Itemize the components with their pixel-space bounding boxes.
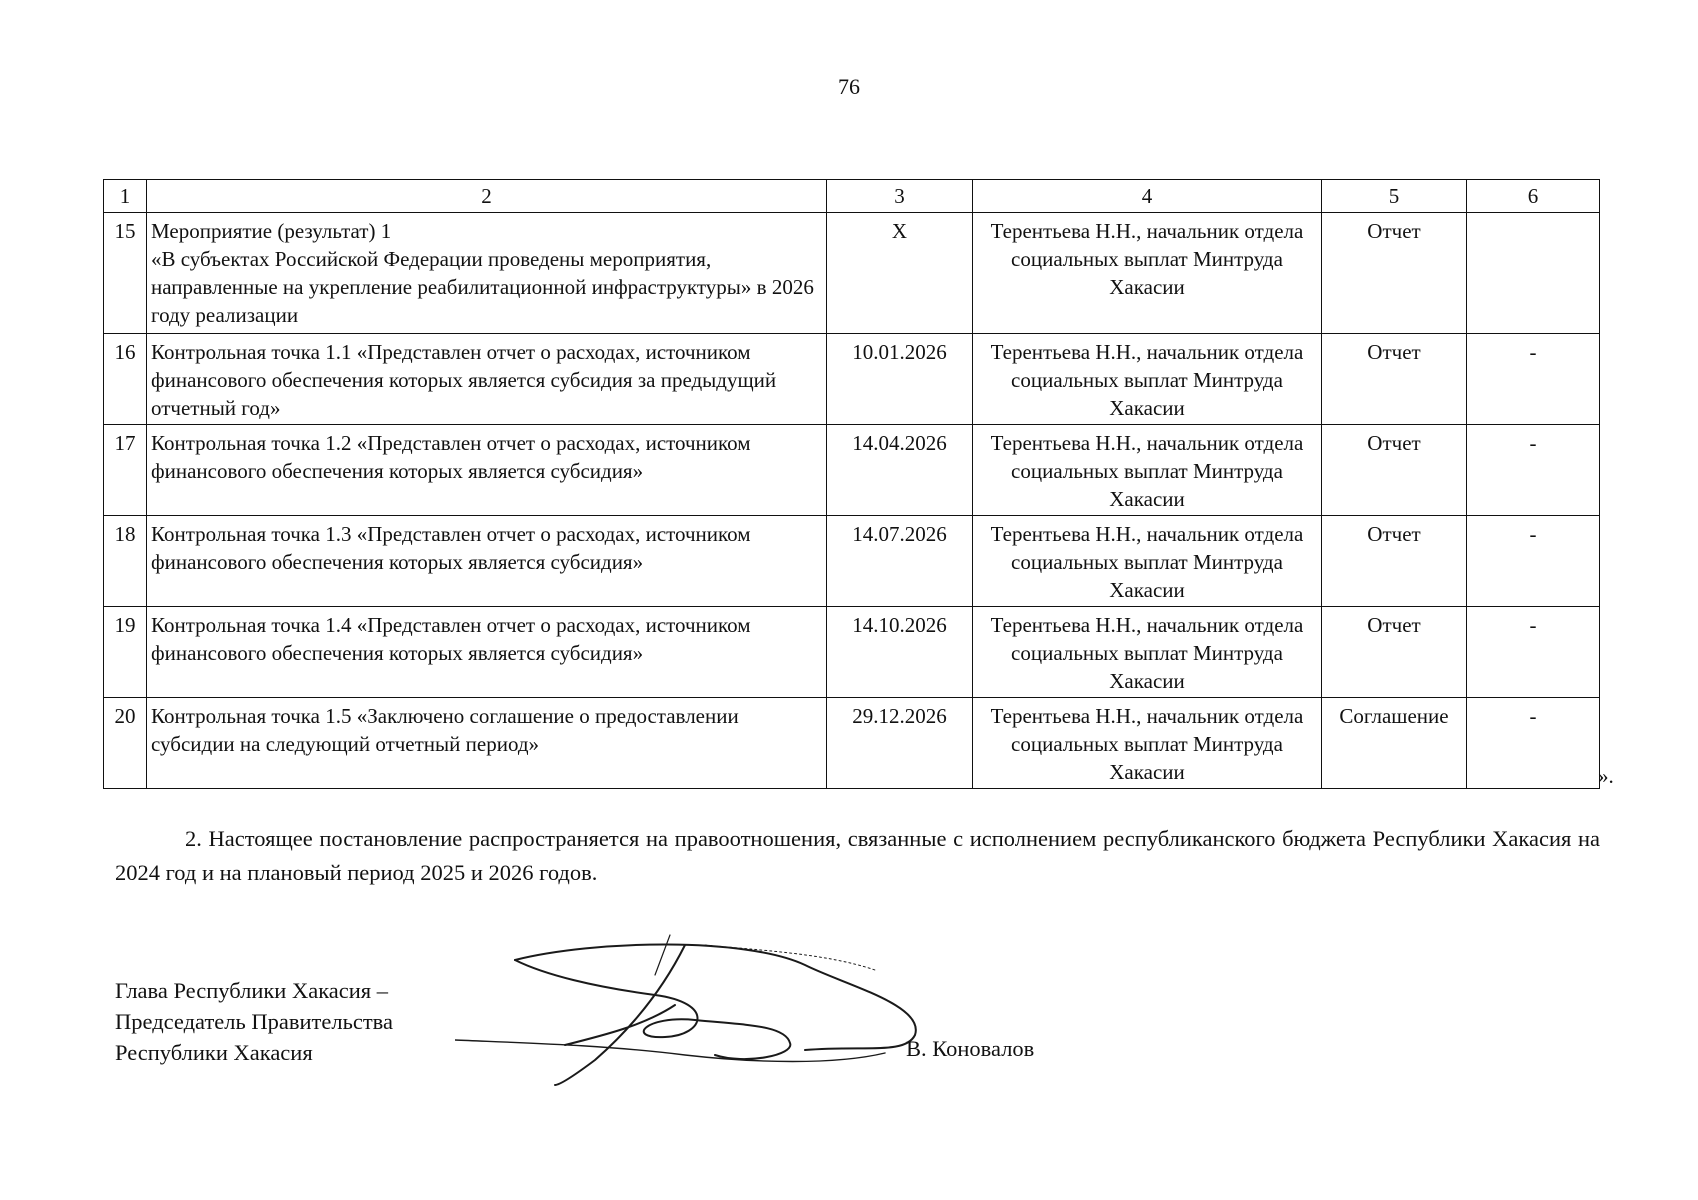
table-row [104,698,1600,789]
row-col6: - [1467,698,1600,789]
plan-table [103,179,1600,789]
row-col6: - [1467,425,1600,516]
row-document: Отчет [1322,213,1467,334]
row-description: Контрольная точка 1.2 «Представлен отчет о расходах, источником финансового обеспечения которых является субсидия» [147,425,827,516]
row-date: 29.12.2026 [827,698,973,789]
row-document: Соглашение [1322,698,1467,789]
header-cell: 5 [1322,180,1467,213]
row-responsible: Терентьева Н.Н., начальник отдела социальных выплат Минтруда Хакасии [973,425,1322,516]
row-responsible: Терентьева Н.Н., начальник отдела социальных выплат Минтруда Хакасии [973,607,1322,698]
closing-quote: ». [1598,764,1614,788]
row-date: 14.10.2026 [827,607,973,698]
row-document: Отчет [1322,607,1467,698]
signatory-title-line: Председатель Правительства [115,1009,393,1034]
body-paragraph: 2. Настоящее постановление распространяется на правоотношения, связанные с исполнением республиканского бюджета Республики Хакасия на 2024 год и на плановый период 2025 и 2026 годов. [115,826,1600,885]
signatory-name: В. Коновалов [906,1036,1035,1061]
row-number: 16 [104,334,147,425]
row-col6: - [1467,334,1600,425]
signatory-title-line: Республики Хакасия [115,1040,313,1065]
row-responsible: Терентьева Н.Н., начальник отдела социальных выплат Минтруда Хакасии [973,213,1322,334]
page-number: 76 [838,74,860,99]
header-cell: 4 [973,180,1322,213]
row-date: X [827,213,973,334]
row-description: Мероприятие (результат) 1 «В субъектах Российской Федерации проведены мероприятия, направленные на укрепление реабилитационной инфраструктуры» в 2026 году реализации [147,213,827,334]
row-number: 20 [104,698,147,789]
row-col6 [1467,213,1600,334]
signatory-title-line: Глава Республики Хакасия – [115,978,389,1003]
row-document: Отчет [1322,425,1467,516]
row-col6: - [1467,607,1600,698]
row-description: Контрольная точка 1.1 «Представлен отчет о расходах, источником финансового обеспечения которых является субсидия за предыдущий отчетный год» [147,334,827,425]
row-col6: - [1467,516,1600,607]
row-date: 14.07.2026 [827,516,973,607]
row-description: Контрольная точка 1.3 «Представлен отчет о расходах, источником финансового обеспечения которых является субсидия» [147,516,827,607]
row-description: Контрольная точка 1.4 «Представлен отчет о расходах, источником финансового обеспечения которых является субсидия» [147,607,827,698]
table-row [104,607,1600,698]
row-description: Контрольная точка 1.5 «Заключено соглашение о предоставлении субсидии на следующий отчетный период» [147,698,827,789]
row-number: 19 [104,607,147,698]
row-number: 18 [104,516,147,607]
row-date: 10.01.2026 [827,334,973,425]
row-responsible: Терентьева Н.Н., начальник отдела социальных выплат Минтруда Хакасии [973,698,1322,789]
row-number: 15 [104,213,147,334]
header-cell: 6 [1467,180,1600,213]
header-cell: 2 [147,180,827,213]
table-header-row [104,180,1600,213]
row-number: 17 [104,425,147,516]
signatory-title [115,975,393,1068]
row-document: Отчет [1322,334,1467,425]
handwritten-signature [455,925,925,1095]
row-document: Отчет [1322,516,1467,607]
row-date: 14.04.2026 [827,425,973,516]
table-row [104,334,1600,425]
header-cell: 3 [827,180,973,213]
header-cell: 1 [104,180,147,213]
table-row [104,425,1600,516]
table-row [104,516,1600,607]
row-responsible: Терентьева Н.Н., начальник отдела социальных выплат Минтруда Хакасии [973,516,1322,607]
row-responsible: Терентьева Н.Н., начальник отдела социальных выплат Минтруда Хакасии [973,334,1322,425]
table-row [104,213,1600,334]
